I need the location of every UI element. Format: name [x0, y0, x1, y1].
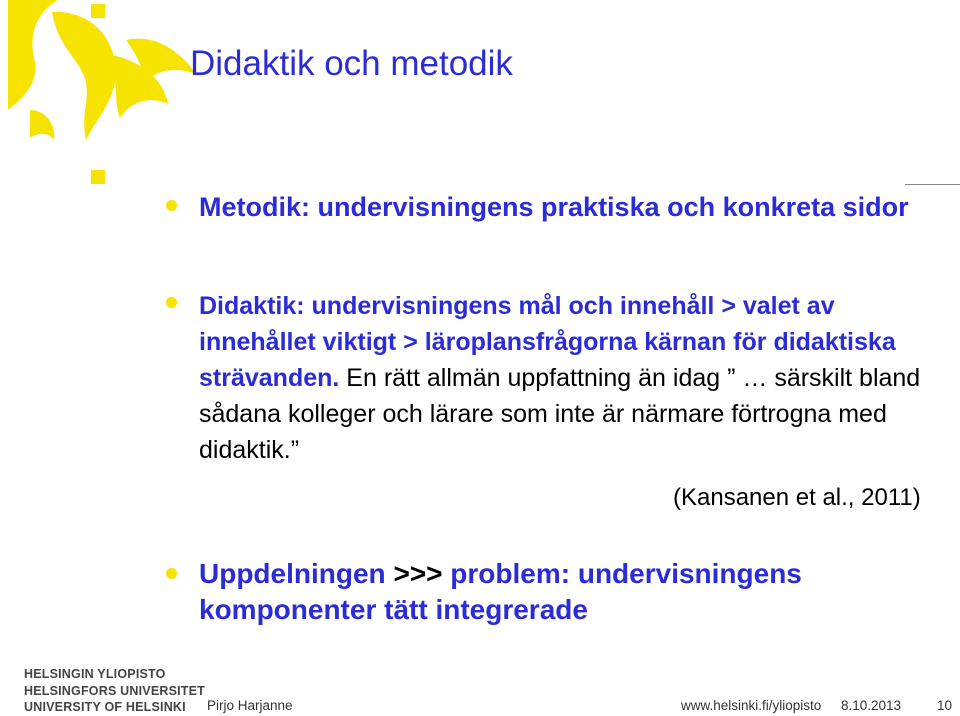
- footer-date: 8.10.2013: [841, 698, 902, 713]
- bullet-marker: [166, 568, 177, 579]
- footer-page-number: 10: [937, 698, 953, 713]
- header-divider: [905, 184, 960, 185]
- bullet-marker: [166, 297, 177, 308]
- uppdelningen-rest: problem: undervisningens komponenter tätt integrerade: [199, 558, 802, 625]
- footer-author: Pirjo Harjanne: [207, 698, 293, 713]
- didaktik-definition: Didaktik: undervisningens mål och innehåll > valet av innehållet viktigt > läroplansfrågorna kärnan för didaktiska strävanden.: [199, 292, 896, 392]
- slide-title: Didaktik och metodik: [190, 44, 513, 83]
- arrows-symbol: >>>: [393, 558, 443, 589]
- didaktik-quote: En rätt allmän uppfattning än idag ” … särskilt bland sådana kolleger och lärare som inte är närmare förtrogna med didaktik.”: [199, 364, 921, 464]
- university-name-en: UNIVERSITY OF HELSINKI: [24, 700, 186, 714]
- footer-url: www.helsinki.fi/yliopisto: [681, 698, 822, 713]
- university-flame-logo: [0, 0, 200, 200]
- uppdelningen-lead: Uppdelningen: [199, 558, 394, 589]
- bullet-marker: [166, 200, 177, 211]
- university-name-sv: HELSINGFORS UNIVERSITET: [24, 683, 206, 698]
- bullet-uppdelningen: [199, 556, 944, 628]
- citation: (Kansanen et al., 2011): [673, 484, 921, 511]
- bullet-didaktik: [199, 288, 944, 468]
- bullet-metodik: Metodik: undervisningens praktiska och konkreta sidor: [199, 192, 909, 222]
- university-wordmark: [24, 666, 205, 716]
- university-name-fi: HELSINGIN YLIOPISTO: [24, 667, 166, 681]
